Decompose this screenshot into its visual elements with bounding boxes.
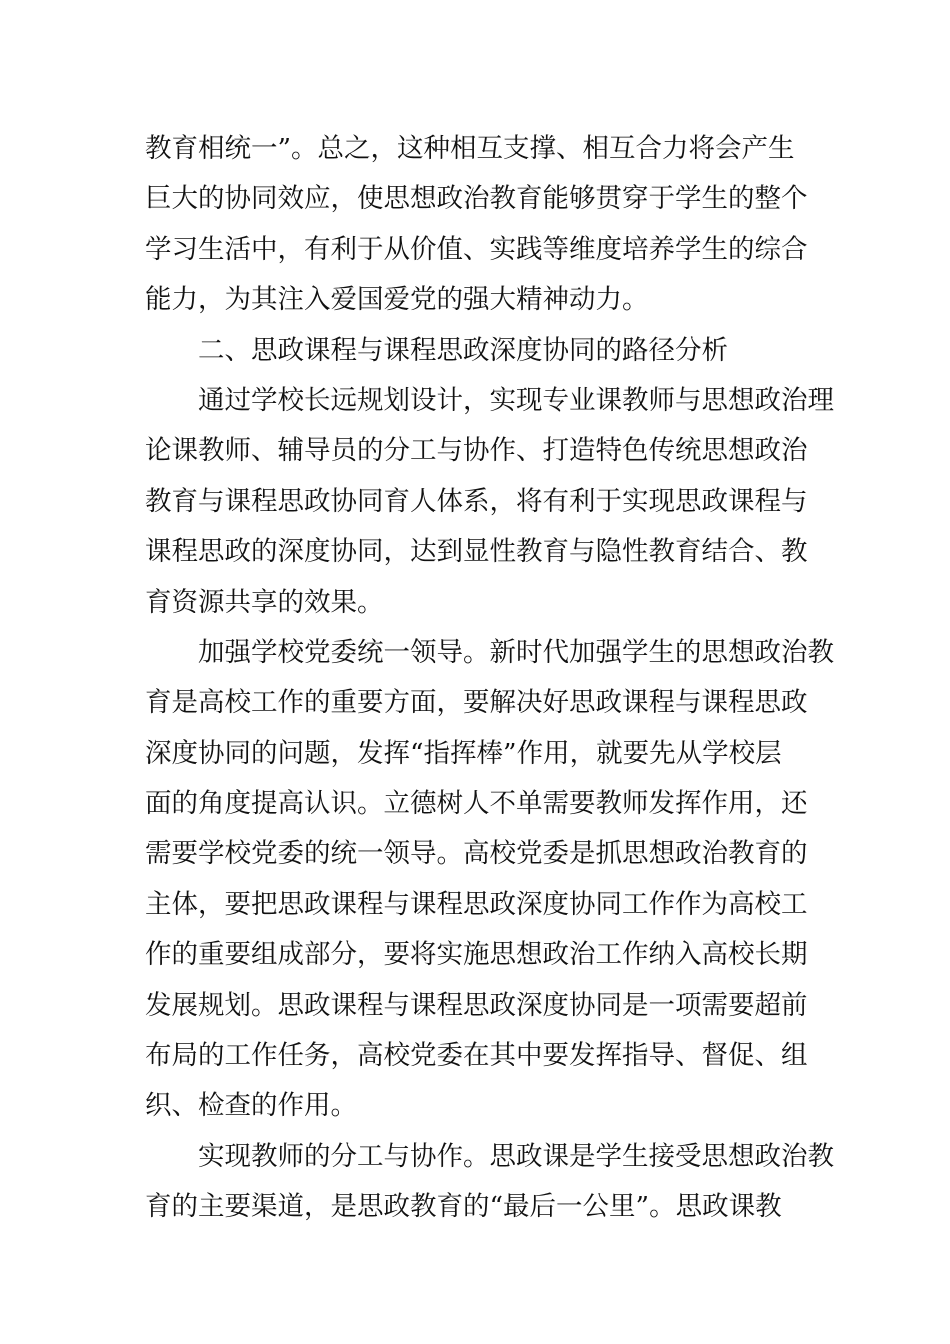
heading-line: 二、思政课程与课程思政深度协同的路径分析 bbox=[145, 334, 728, 366]
text-line: 育是高校工作的重要方面，要解决好思政课程与课程思政 bbox=[145, 687, 808, 719]
text-line: 教育与课程思政协同育人体系，将有利于实现思政课程与 bbox=[145, 485, 808, 517]
paragraph-party-leadership bbox=[145, 628, 834, 1132]
text-line: 学习生活中，有利于从价值、实践等维度培养学生的综合 bbox=[145, 233, 808, 265]
text-line: 巨大的协同效应，使思想政治教育能够贯穿于学生的整个 bbox=[145, 183, 808, 215]
text-line: 课程思政的深度协同，达到显性教育与隐性教育结合、教 bbox=[145, 536, 808, 568]
text-line: 布局的工作任务，高校党委在其中要发挥指导、督促、组 bbox=[145, 1040, 808, 1072]
text-line: 通过学校长远规划设计，实现专业课教师与思想政治理 bbox=[145, 384, 834, 416]
section-heading bbox=[145, 326, 815, 376]
text-line: 织、检查的作用。 bbox=[145, 1090, 357, 1122]
text-line: 育资源共享的效果。 bbox=[145, 586, 384, 618]
text-line: 需要学校党委的统一领导。高校党委是抓思想政治教育的 bbox=[145, 838, 808, 870]
text-line: 论课教师、辅导员的分工与协作、打造特色传统思想政治 bbox=[145, 435, 808, 467]
text-line: 实现教师的分工与协作。思政课是学生接受思想政治教 bbox=[145, 1140, 834, 1172]
text-line: 作的重要组成部分，要将实施思想政治工作纳入高校长期 bbox=[145, 939, 808, 971]
text-line: 面的角度提高认识。立德树人不单需要教师发挥作用，还 bbox=[145, 788, 808, 820]
body-text bbox=[145, 124, 834, 1233]
text-line: 发展规划。思政课程与课程思政深度协同是一项需要超前 bbox=[145, 989, 808, 1021]
paragraph-intro bbox=[145, 376, 834, 628]
text-line: 主体，要把思政课程与课程思政深度协同工作作为高校工 bbox=[145, 888, 808, 920]
text-line: 育的主要渠道，是思政教育的“最后一公里”。思政课教 bbox=[145, 1191, 782, 1223]
paragraph-continuation bbox=[145, 124, 815, 326]
text-line: 教育相统一”。总之，这种相互支撑、相互合力将会产生 bbox=[145, 133, 795, 164]
paragraph-teacher-collaboration bbox=[145, 1132, 834, 1233]
text-line: 能力，为其注入爱国爱党的强大精神动力。 bbox=[145, 284, 649, 316]
text-line: 深度协同的问题，发挥“指挥棒”作用，就要先从学校层 bbox=[145, 737, 782, 769]
text-line: 加强学校党委统一领导。新时代加强学生的思想政治教 bbox=[145, 636, 834, 668]
